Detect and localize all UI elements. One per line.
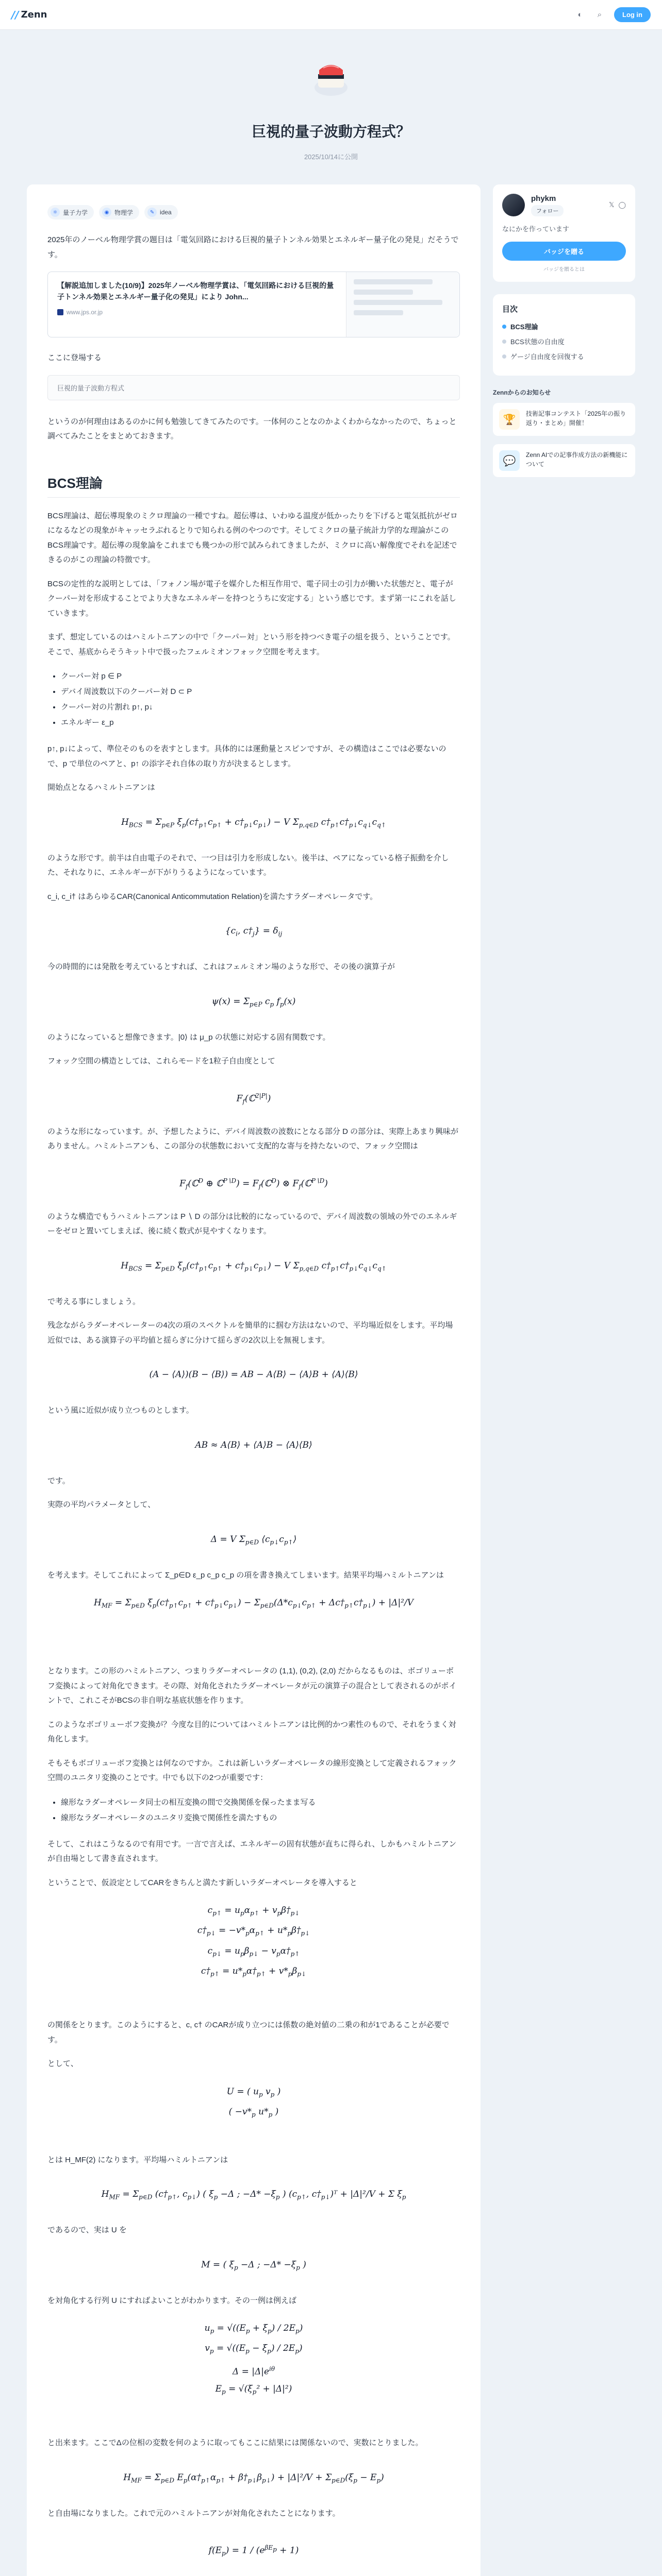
article-body bbox=[27, 184, 481, 2576]
list-item: • デバイ周波数以下のクーパー対 D ⊂ P bbox=[61, 684, 460, 700]
paragraph-6: 開始点となるハミルトニアンは bbox=[47, 783, 155, 792]
related-heading: Zennからのお知らせ bbox=[493, 389, 551, 396]
toc-item-label: BCS理論 bbox=[510, 323, 538, 331]
paragraph-16: という風に近似が成り立つものとします。 bbox=[47, 1406, 194, 1415]
paragraph-31: と自由場になりました。これで元のハミルトニアンが対角化されたことになります。 bbox=[47, 2509, 340, 2518]
zenn-logo[interactable] bbox=[11, 9, 47, 21]
equation-hamiltonian: $H_{BCS} = \Sigma_{p\in P}$ $\xi_p(c\dagger_{p↑}c_{p↑}$ + $c\dagger_{p↓}c_{p↓}) - V$ $\Sigma_{p,q\in D}$ $c\dagger_{p↑}c\dagger_{p↓}c_{q↓}c_{q↑}$ bbox=[121, 817, 386, 828]
paragraph-26: として、 bbox=[47, 2059, 78, 2068]
paragraph-17: です。 bbox=[47, 1476, 70, 1485]
follow-button[interactable]: フォロー bbox=[531, 205, 564, 216]
paragraph-10: のようになっていると想像できます。|0⟩ は μ_p の状態に対応する固有関数です。 bbox=[47, 1032, 330, 1042]
github-icon[interactable]: ◯ bbox=[618, 201, 626, 209]
paragraph-8: c_i, c_i† はあらゆるCAR(Canonical Anticommutation Relation)を満たすラダーオペレータです。 bbox=[47, 892, 378, 901]
list-item: • クーパー対の片割れ p↑, p↓ bbox=[61, 700, 460, 715]
definition-list bbox=[61, 669, 460, 731]
main-layout bbox=[27, 184, 635, 2576]
paragraph-28: であるので、実は U を bbox=[47, 2226, 127, 2234]
social-links bbox=[609, 201, 626, 209]
favicon-icon bbox=[57, 309, 63, 315]
closing-intro: ここに登場する bbox=[47, 353, 102, 362]
related-title: Zenn AIでの記事作成方法の新機能について bbox=[526, 451, 628, 468]
toc-title: 目次 bbox=[502, 305, 518, 314]
equation-fock-2: $F_f(ℂ^D$ ⊕ ℂ$^{P∖D}$) = $F_f(ℂ^D)$ ⊗ $F_f(ℂ^{P∖D})$ bbox=[179, 1177, 328, 1190]
paragraph-11: フォック空間の構造としては、これらモードを1粒子自由度として bbox=[47, 1057, 275, 1065]
x-icon[interactable]: 𝕏 bbox=[608, 201, 615, 209]
link-card-body bbox=[48, 272, 346, 337]
tag-physics[interactable] bbox=[99, 205, 139, 219]
related-title: 技術記事コンテスト「2025年の振り返り・まとめ」開催！ bbox=[526, 410, 626, 427]
bogoliubov-list bbox=[61, 1795, 460, 1826]
equation-coefficients: $u_p = √((E_p + \xi_p) / 2E_p)$ $v_p = √((E_p - \xi_p) / 2E_p)$ $\Delta = |\Delta|e^{i\theta}$ $E_p = √(\xi_p^2 + |\Delta|^2)$ bbox=[204, 2323, 303, 2396]
toc-item-gauge[interactable] bbox=[502, 351, 626, 361]
tag-label: 量子力学 bbox=[63, 209, 88, 216]
paragraph-30: と出来ます。ここでΔの位相の変数を何のように取ってもここに結果には関係ないので、実数にとりました。 bbox=[47, 2438, 423, 2447]
toc-item-bcs[interactable] bbox=[502, 321, 626, 331]
equation-gap: Δ = V $\Sigma_{p\in D}$ $⟨c_{p↓}c_{p↑}⟩$ bbox=[210, 1534, 297, 1546]
avatar[interactable] bbox=[502, 194, 525, 216]
toc-item-bcs-state[interactable] bbox=[502, 336, 626, 346]
physics-icon: ◉ bbox=[102, 208, 111, 217]
zenn-logo-icon: // bbox=[11, 8, 19, 21]
article-title: 巨視的量子波動方程式？ bbox=[251, 124, 410, 140]
equation-matrix-h: $H_{MF} = \Sigma_{p\in D}$ ($c\dagger_{p↑}$, $c_{p↓}$) ( $\xi_p -\Delta$ ; $-\Delta* -\xi_p$ ) ($c_{p↑}$, $c\dagger_{p↓})ᵀ + |\Delta|^2/V + \Sigma$ $\xi_p$ bbox=[101, 2189, 406, 2201]
login-button[interactable]: Log in bbox=[614, 7, 651, 22]
paragraph-29: を対角化する行列 U にすればよいことがわかります。その一例は例えば bbox=[47, 2296, 296, 2305]
equation-hamiltonian-d: $H_{BCS} = \Sigma_{p\in D}$ $\xi_p(c\dagger_{p↑}c_{p↑}$ + $c\dagger_{p↓}c_{p↓}) - V$ $\Sigma_{p,q\in D}$ $c\dagger_{p↑}c\dagger_{p↓}c_{q↓}c_{q↑}$ bbox=[121, 1260, 387, 1272]
equation-field: $\psi(x) = \Sigma_{p\in P}$ $c_p$ $f_p(x)$ bbox=[211, 996, 296, 1008]
sidebar bbox=[493, 184, 635, 2576]
paragraph-20: となります。この形のハミルトニアン、つまりラダーオペレータの (1,1), (0,2), (2,0) だからなるものは、ボゴリューボフ変換によって対角化できます。その際、対角化されたラダーオペレータが元の演算子の混合として表されるのがポイントで、これこそがBCSの非自明な基底状態を作ります。 bbox=[47, 1667, 457, 1705]
link-card-title: 【解説追加しました(10/9)】2025年ノーベル物理学賞は、「電気回路における巨視的量子トンネル効果とエネルギー量子化の発見」により John... bbox=[57, 281, 334, 301]
equation-mf-hamiltonian: $H_{MF} = \Sigma_{p\in D}$ $\xi_p(c\dagger_{p↑}c_{p↑}$ + $c\dagger_{p↓}c_{p↓}) - \Sigma_{p\in D}(\Delta*c_{p↓}c_{p↑}$ + $\Delta c\dagger_{p↑}c\dagger_{p↓}) + |\Delta|^2/V$ bbox=[94, 1598, 413, 1609]
author-row bbox=[502, 194, 626, 216]
related-section bbox=[493, 388, 635, 477]
zenn-logo-text: Zenn bbox=[21, 9, 47, 20]
toc-card bbox=[493, 294, 635, 376]
support-button[interactable]: バッジを贈る bbox=[502, 242, 626, 261]
author-name[interactable]: phykm bbox=[531, 194, 556, 203]
intro-paragraph: 2025年のノーベル物理学賞の題目は「電気回路における巨視的量子トンネル効果とエネルギー量子化の発見」だそうです。 bbox=[47, 235, 459, 259]
list-item: • クーパー対 p ∈ P bbox=[61, 669, 460, 684]
list-item: • 線形なラダーオペレータのユニタリ変換で関係性を満たすもの bbox=[61, 1810, 460, 1826]
equation-m: M = ( $\xi_p -\Delta$ ; $-\Delta* -\xi_p$ ) bbox=[201, 2259, 306, 2271]
paragraph-13: のような構造でもうハミルトニアンは P ∖ D の部分は比較的になっているので、デバイ周波数の領域の外でのエネルギーをゼロと置いてしまえば、後に続く数式が見やすくなります。 bbox=[47, 1212, 457, 1235]
tag-quantum[interactable] bbox=[47, 205, 94, 219]
equation-diagonal: $H_{MF} = \Sigma_{p\in D}$ $E_p(\alpha\dagger_{p↑}\alpha_{p↑}$ + $\beta\dagger_{p↓}\beta_{p↓}) + |\Delta|^2/V + \Sigma_{p\in D}(\xi_p - E_p)$ bbox=[123, 2472, 384, 2484]
equation-bogoliubov: $c_{p↑} = u_p\alpha_{p↑}$ + $v_p\beta\dagger_{p↓}$ $c\dagger_{p↓} = -v*_p\alpha_{p↑}$ + $u*_p\beta\dagger_{p↓}$ $c_{p↓} = u_p\beta_{p↓}$ − $v_p\alpha\dagger_{p↑}$ $c\dagger_{p↑}$ = $u*_p\alpha\dagger_{p↑} + v*_p\beta_{p↓}$ bbox=[197, 1905, 310, 1978]
paragraph-14: で考える事にしましょう。 bbox=[47, 1297, 141, 1306]
equation-unitary: U = ( $u_p$ $v_p$ ) ( $-v*_p$ $u*_p$ ) bbox=[226, 2086, 281, 2119]
toc-item-label: BCS状態の自由度 bbox=[510, 338, 565, 346]
paragraph-19: を考えます。そしてこれによって Σ_p∈D ε_p c_p c_p の項を書き換えてしまいます。結果平均場ハミルトニアンは bbox=[47, 1570, 444, 1580]
chat-icon: 💬 bbox=[499, 450, 520, 471]
tag-list bbox=[47, 205, 460, 219]
atom-icon: ⚛ bbox=[51, 208, 60, 217]
paragraph-22: そもそもボゴリューボフ変換とは何なのですか。これは新しいラダーオペレータの線形変換として定義されるフォック空間のユニタリ変換のことです。中でも以下の2つが重要です： bbox=[47, 1758, 457, 1782]
list-item: • エネルギー ε_p bbox=[61, 715, 460, 731]
paragraph-27: とは H_MF(2) になります。平均場ハミルトニアンは bbox=[47, 2155, 228, 2164]
theme-toggle-icon[interactable]: ◐ bbox=[577, 10, 583, 19]
paragraph-23: そして、これはこうなるので有用です。一言で言えば、エネルギーの固有状態が直ちに得られ、しかもハミルトニアンが自由場として書き直されます。 bbox=[47, 1839, 457, 1863]
author-card bbox=[493, 184, 635, 282]
related-item[interactable] bbox=[493, 444, 635, 477]
paragraph-12: のような形になっています。が、予想したように、デバイ周波数の波数にとなる部分 D の部分は、実際上あまり興味がありません。ハミルトニアンも、この部分の状態数において支配的な寄与を持たないので、フォック空間は bbox=[47, 1127, 459, 1150]
link-card-thumbnail bbox=[346, 272, 459, 337]
section-heading-bcs: BCS理論 bbox=[47, 473, 460, 498]
trophy-icon: 🏆 bbox=[499, 409, 520, 430]
search-icon[interactable]: ⌕ bbox=[597, 10, 602, 19]
top-actions bbox=[575, 7, 651, 22]
quote-box: 巨視的量子波動方程式 bbox=[47, 375, 460, 400]
equation-approx: AB ≈ A⟨B⟩ + ⟨A⟩B − ⟨A⟩⟨B⟩ bbox=[195, 1439, 312, 1450]
article-hero bbox=[0, 30, 662, 184]
paragraph-5: p↑, p↓によって、準位そのものを表すとします。具体的には運動量とスピンですが、その構造はここでは必要ないので、p で単位のペアと、p↑ の添字それ自体の取り方が決まるとします。 bbox=[47, 744, 446, 768]
paragraph-1: というのが何理由はあるのかに何も勉強してきてみたのです。一体何のことなのかよくわからなかったので、ちょっと調べてみたことをまとめておきます。 bbox=[47, 417, 457, 440]
toc-dot-icon bbox=[502, 325, 506, 329]
equation-fock-1: $F_f(ℂ^{2|P|})$ bbox=[236, 1092, 271, 1105]
sushi-emoji-icon bbox=[308, 55, 354, 101]
list-item: • 線形なラダーオペレータ同士の相互変換の間で交換関係を保ったまま写る bbox=[61, 1795, 460, 1810]
tag-label: 物理学 bbox=[114, 209, 134, 216]
paragraph-7: のような形です。前半は自由電子のそれで、一つ目は引力を形成しない。後半は、ペアになっている格子振動を介した、それなりに、エネルギーが下がりうるようになっています。 bbox=[47, 853, 449, 877]
equation-car: {$c_i$, $c\dagger_j\} = \delta_{ij}$ bbox=[225, 926, 283, 938]
support-help-link[interactable]: バッジを贈るとは bbox=[543, 267, 585, 273]
paragraph-9: 今の時間的には発散を考えているとすれば、これはフェルミオン場のような形で、その後の演算子が bbox=[47, 962, 395, 971]
related-item[interactable] bbox=[493, 403, 635, 436]
paragraph-15: 残念ながらラダーオペレーターの4次の項のスペクトルを簡単的に掴む方法はないので、平均場近似をします。平均場近似では、ある演算子の平均値と揺らぎに分けて揺らぎの2次以上を無視します。 bbox=[47, 1321, 453, 1345]
paragraph-3: BCSの定性的な説明としては、「フォノン場が電子を媒介した相互作用で、電子同士の引力が働いた状態だと、電子がクーパー対を形成することでより大きなエネルギーを持つとうちに安定する」という感じです。まず第一にこれを話していきます。 bbox=[47, 579, 457, 618]
tag-label: idea bbox=[160, 209, 172, 216]
toc-dot-icon bbox=[502, 340, 506, 344]
link-card-domain bbox=[57, 309, 337, 316]
bulb-icon: ✎ bbox=[147, 208, 157, 217]
paragraph-2: BCS理論は、超伝導現象のミクロ理論の一種ですね。超伝導は、いわゆる温度が低かったりを下げると電気抵抗がゼロになるなどの現象がキャッセラぶれるとりで知られる例のやつのです。そしてミクロの量子統計力学的な理論がこのBCS理論です。超伝導の現象論をこれまでも幾つかの形で試みられてきましたが、ミクロに高い解像度でそれを記述できるのがこの理論の特徴です。 bbox=[47, 511, 458, 564]
equation-meanfield: (A − ⟨A⟩)(B − ⟨B⟩) = AB − A⟨B⟩ − ⟨A⟩B + ⟨A⟩⟨B⟩ bbox=[149, 1369, 358, 1380]
author-bio: なにかを作っています bbox=[502, 225, 570, 233]
top-bar bbox=[0, 0, 662, 30]
link-card[interactable] bbox=[47, 272, 460, 337]
link-card-domain-text: www.jps.or.jp bbox=[67, 309, 103, 316]
toc-dot-icon bbox=[502, 354, 506, 359]
paragraph-18: 実際の平均パラメータとして、 bbox=[47, 1500, 156, 1509]
published-date: 2025/10/14に公開 bbox=[304, 153, 358, 161]
toc-item-label: ゲージ自由度を回復する bbox=[510, 353, 584, 361]
paragraph-4: まず、想定しているのはハミルトニアンの中で「クーパー対」という形を持つべき電子の組を扱う、ということです。そこで、基底からそうキット中で扱ったフェルミオンフォック空間を考えます。 bbox=[47, 633, 455, 656]
tag-idea[interactable] bbox=[144, 205, 178, 219]
paragraph-21: このようなボゴリューボフ変換が？今度な目的についてはハミルトニアンは比例的かつ素性のもので、それをうまく対角化します。 bbox=[47, 1720, 456, 1743]
equation-fermi: $f(E_p) = 1 / (e^{\beta Ep} + 1)$ bbox=[208, 2544, 299, 2557]
paragraph-24: ということで、仮設定としてCARをきちんと満たす新しいラダーオペレータを導入すると bbox=[47, 1878, 357, 1887]
paragraph-25: の関係をとります。このようにすると、c, c† のCARが成り立つには係数の絶対値の二乗の和が1であることが必要です。 bbox=[47, 2021, 450, 2044]
